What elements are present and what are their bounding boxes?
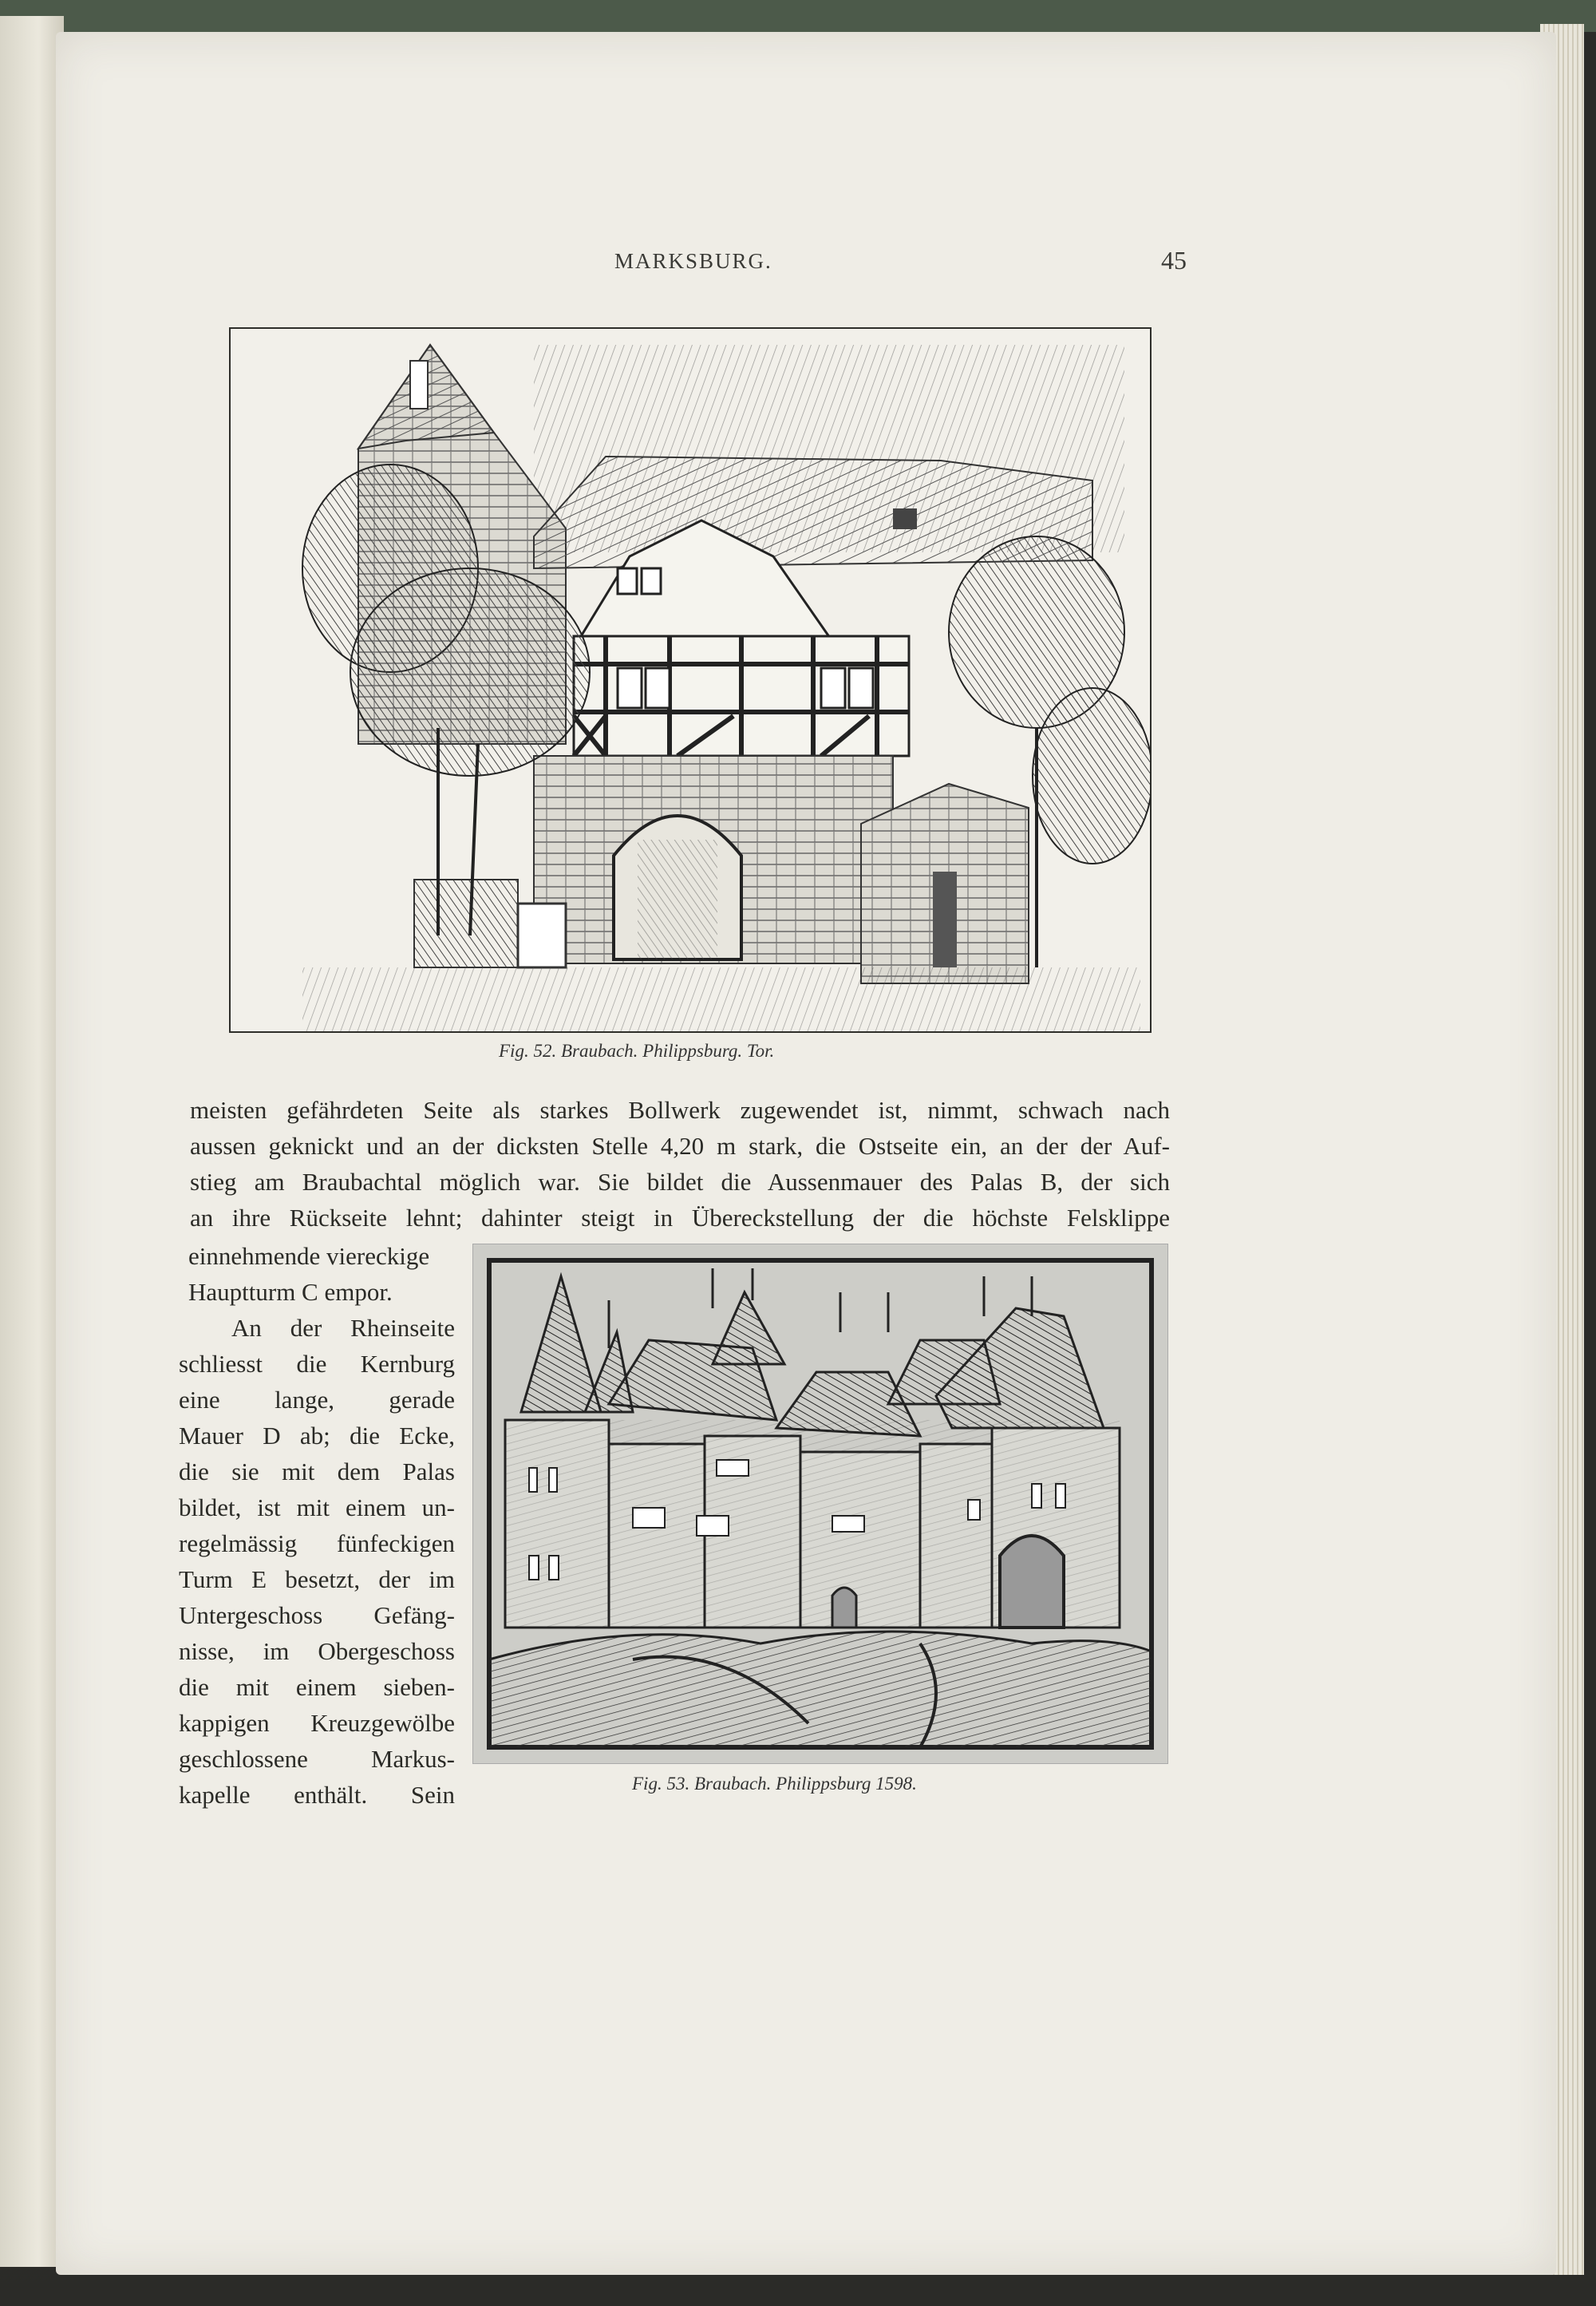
body-line-4: an ihre Rückseite lehnt; dahinter steigt in Übereckstellung der die höchste Felsklippe [190,1204,1170,1232]
body-line-3: stieg am Braubachtal möglich war. Sie bildet die Aussenmauer des Palas B, der sich [190,1168,1170,1196]
narrow-line-14: kappigen Kreuzgewölbe [179,1709,455,1737]
narrow-line-11: Untergeschoss Gefäng- [179,1601,455,1629]
narrow-line-4: schliesst die Kernburg [179,1350,455,1378]
figure-52-caption: Fig. 52. Braubach. Philippsburg. Tor. [499,1041,775,1061]
figure-52-illustration [229,327,1152,1033]
narrow-line-1: einnehmende viereckige [188,1242,430,1270]
gatehouse-engraving [231,329,1150,1031]
narrow-line-5: eine lange, gerade [179,1386,455,1414]
figure-53-illustration [472,1244,1168,1764]
body-line-1: meisten gefährdeten Seite als starkes Bollwerk zugewendet ist, nimmt, schwach nach [190,1096,1170,1124]
page-number: 45 [1161,246,1187,275]
figure-53-caption: Fig. 53. Braubach. Philippsburg 1598. [632,1774,917,1794]
narrow-line-3: An der Rheinseite [231,1314,455,1342]
narrow-line-6: Mauer D ab; die Ecke, [179,1422,455,1450]
narrow-line-16: kapelle enthält. Sein [179,1781,455,1809]
narrow-line-9: regelmässig fünfeckigen [179,1529,455,1557]
narrow-line-13: die mit einem sieben- [179,1673,455,1701]
body-line-2: aussen geknickt und an der dicksten Stelle 4,20 m stark, die Ostseite ein, an der der Auf- [190,1132,1170,1160]
narrow-line-8: bildet, ist mit einem un- [179,1493,455,1521]
facing-page-edge [0,16,64,2267]
backdrop [0,0,1596,32]
narrow-line-2: Hauptturm C empor. [188,1278,393,1306]
narrow-line-15: geschlossene Markus- [179,1745,455,1773]
narrow-line-10: Turm E besetzt, der im [179,1565,455,1593]
castle-woodcut [473,1244,1167,1763]
narrow-line-7: die sie mit dem Palas [179,1458,455,1485]
narrow-line-12: nisse, im Obergeschoss [179,1637,455,1665]
running-head: MARKSBURG. [614,249,772,273]
